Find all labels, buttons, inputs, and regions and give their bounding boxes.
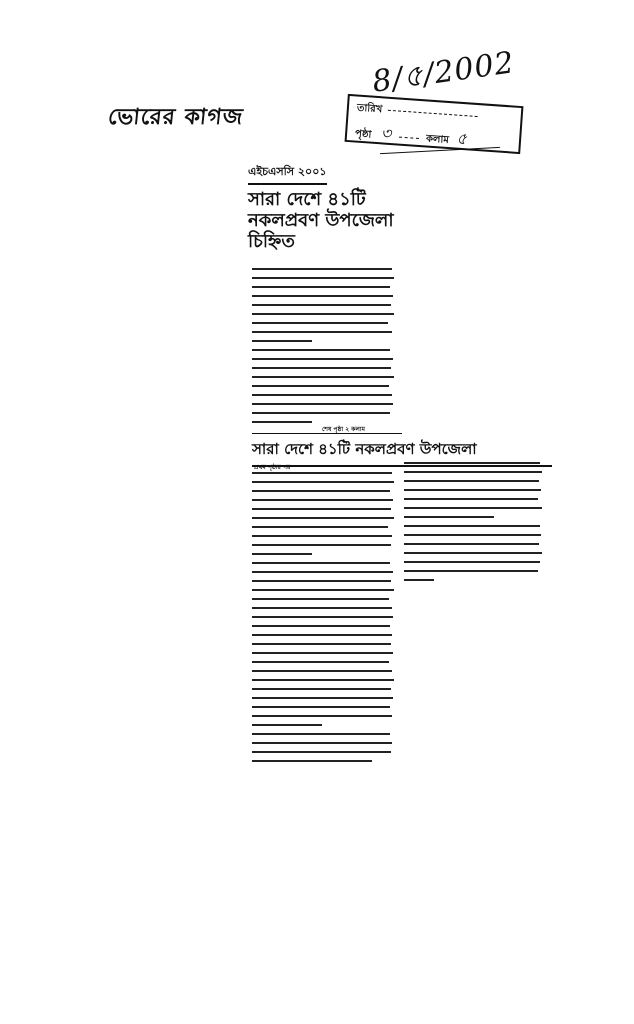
continuation-byline: প্রথম পৃষ্ঠার পর xyxy=(254,464,291,471)
article-body-top xyxy=(252,268,396,430)
continuation-pointer: শেষ পৃষ্ঠা ২ কলাম xyxy=(322,426,365,433)
article-top xyxy=(248,160,396,252)
continuation-headline: সারা দেশে ৪১টি নকলপ্রবণ উপজেলা xyxy=(252,438,552,467)
stamp-page-value: ৩ xyxy=(380,123,392,144)
headline-line-2: নকলপ্রবণ উপজেলা xyxy=(248,210,394,231)
stamp-page-blank xyxy=(399,136,419,138)
continuation-column-2 xyxy=(404,462,544,588)
stamp-page-label: পৃষ্ঠা xyxy=(354,128,372,141)
handwritten-date: 8/৫/2002 xyxy=(370,45,517,100)
continuation-column-1 xyxy=(252,472,396,769)
stamp-date-blank xyxy=(388,109,478,116)
stamp-column-label: কলাম xyxy=(425,133,450,147)
headline-line-3: চিহ্নিত xyxy=(248,231,295,252)
article-headline xyxy=(248,189,396,252)
newspaper-name: ভোরের কাগজ xyxy=(106,105,245,130)
headline-line-1: সারা দেশে ৪১টি xyxy=(248,189,366,210)
archive-stamp xyxy=(345,94,524,154)
stamp-column-value: ৫ xyxy=(455,128,468,149)
top-divider xyxy=(252,433,402,434)
stamp-date-label: তারিখ xyxy=(356,102,383,116)
article-kicker: এইচএসসি ২০০১ xyxy=(248,163,327,185)
